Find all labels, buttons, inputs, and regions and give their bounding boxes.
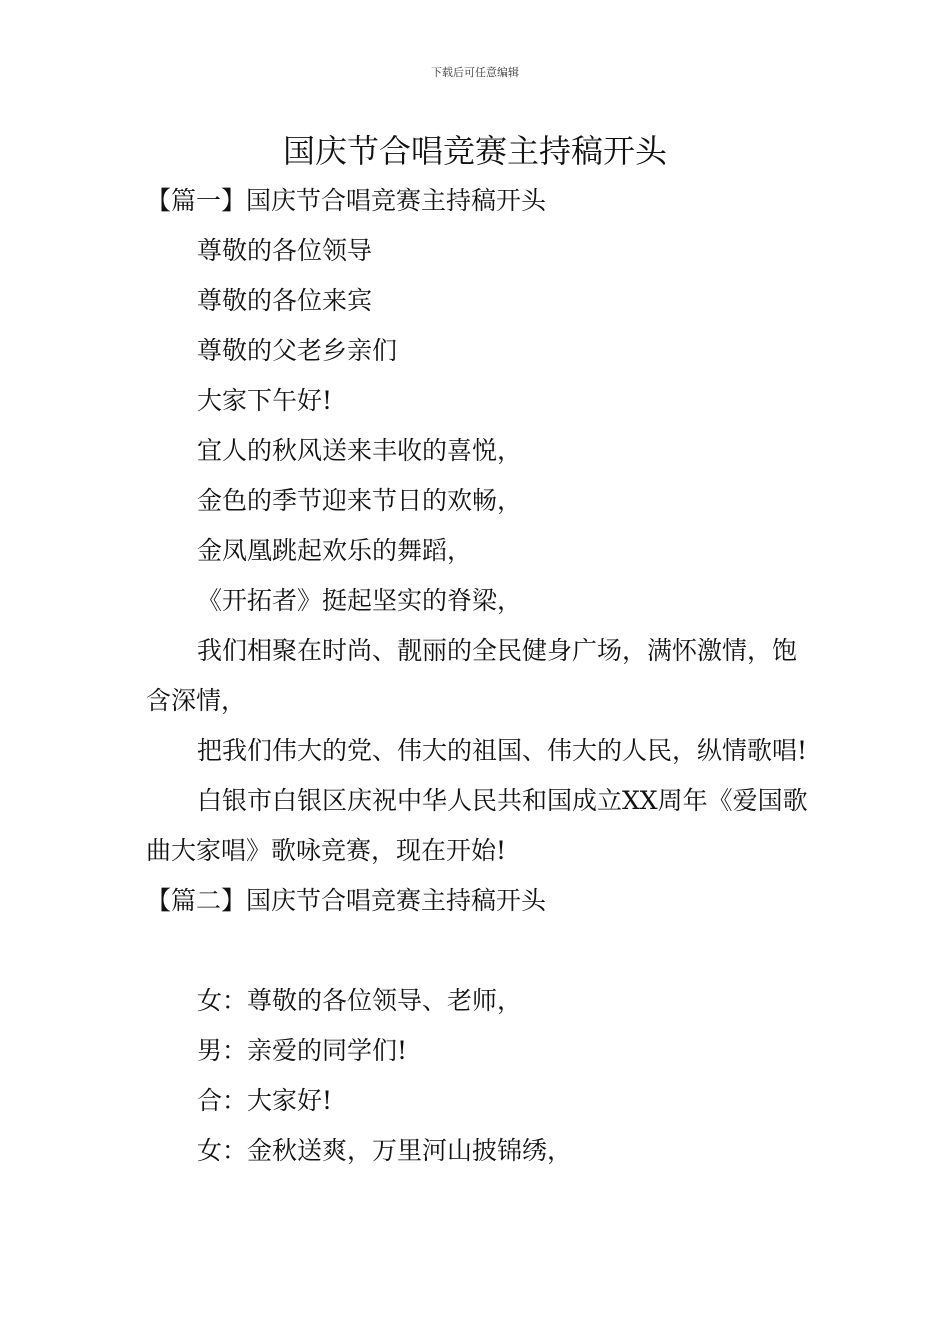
page-header: 下载后可任意编辑 — [431, 66, 519, 79]
text-line: 《开拓者》挺起坚实的脊梁， — [197, 586, 523, 615]
document-title: 国庆节合唱竞赛主持稿开头 — [282, 132, 667, 170]
blank-line — [146, 926, 811, 976]
text-line: 女：金秋送爽，万里河山披锦绣， — [197, 1136, 573, 1165]
text-line: 男：亲爱的同学们! — [197, 1036, 408, 1065]
text-line: 宜人的秋风送来丰收的喜悦， — [197, 436, 523, 465]
text-line: 尊敬的各位来宾 — [197, 286, 373, 315]
text-line: 金色的季节迎来节日的欢畅， — [197, 486, 523, 515]
text-line: 女：尊敬的各位领导、老师， — [197, 986, 523, 1015]
document-body — [146, 176, 811, 1176]
text-paragraph: 把我们伟大的党、伟大的祖国、伟大的人民，纵情歌唱! — [197, 736, 808, 765]
text-line: 合：大家好! — [197, 1086, 333, 1115]
text-paragraph: 我们相聚在时尚、靓丽的全民健身广场，满怀激情，饱含深情， — [146, 636, 798, 715]
section-heading-2: 【篇二】国庆节合唱竞赛主持稿开头 — [146, 886, 547, 915]
text-line: 尊敬的各位领导 — [197, 236, 373, 265]
text-line: 尊敬的父老乡亲们 — [197, 336, 398, 365]
text-paragraph: 白银市白银区庆祝中华人民共和国成立XX周年《爱国歌曲大家唱》歌咏竞赛，现在开始! — [146, 786, 808, 865]
text-line: 金凤凰跳起欢乐的舞蹈， — [197, 536, 473, 565]
text-line: 大家下午好! — [197, 386, 333, 415]
section-heading-1: 【篇一】国庆节合唱竞赛主持稿开头 — [146, 186, 547, 215]
